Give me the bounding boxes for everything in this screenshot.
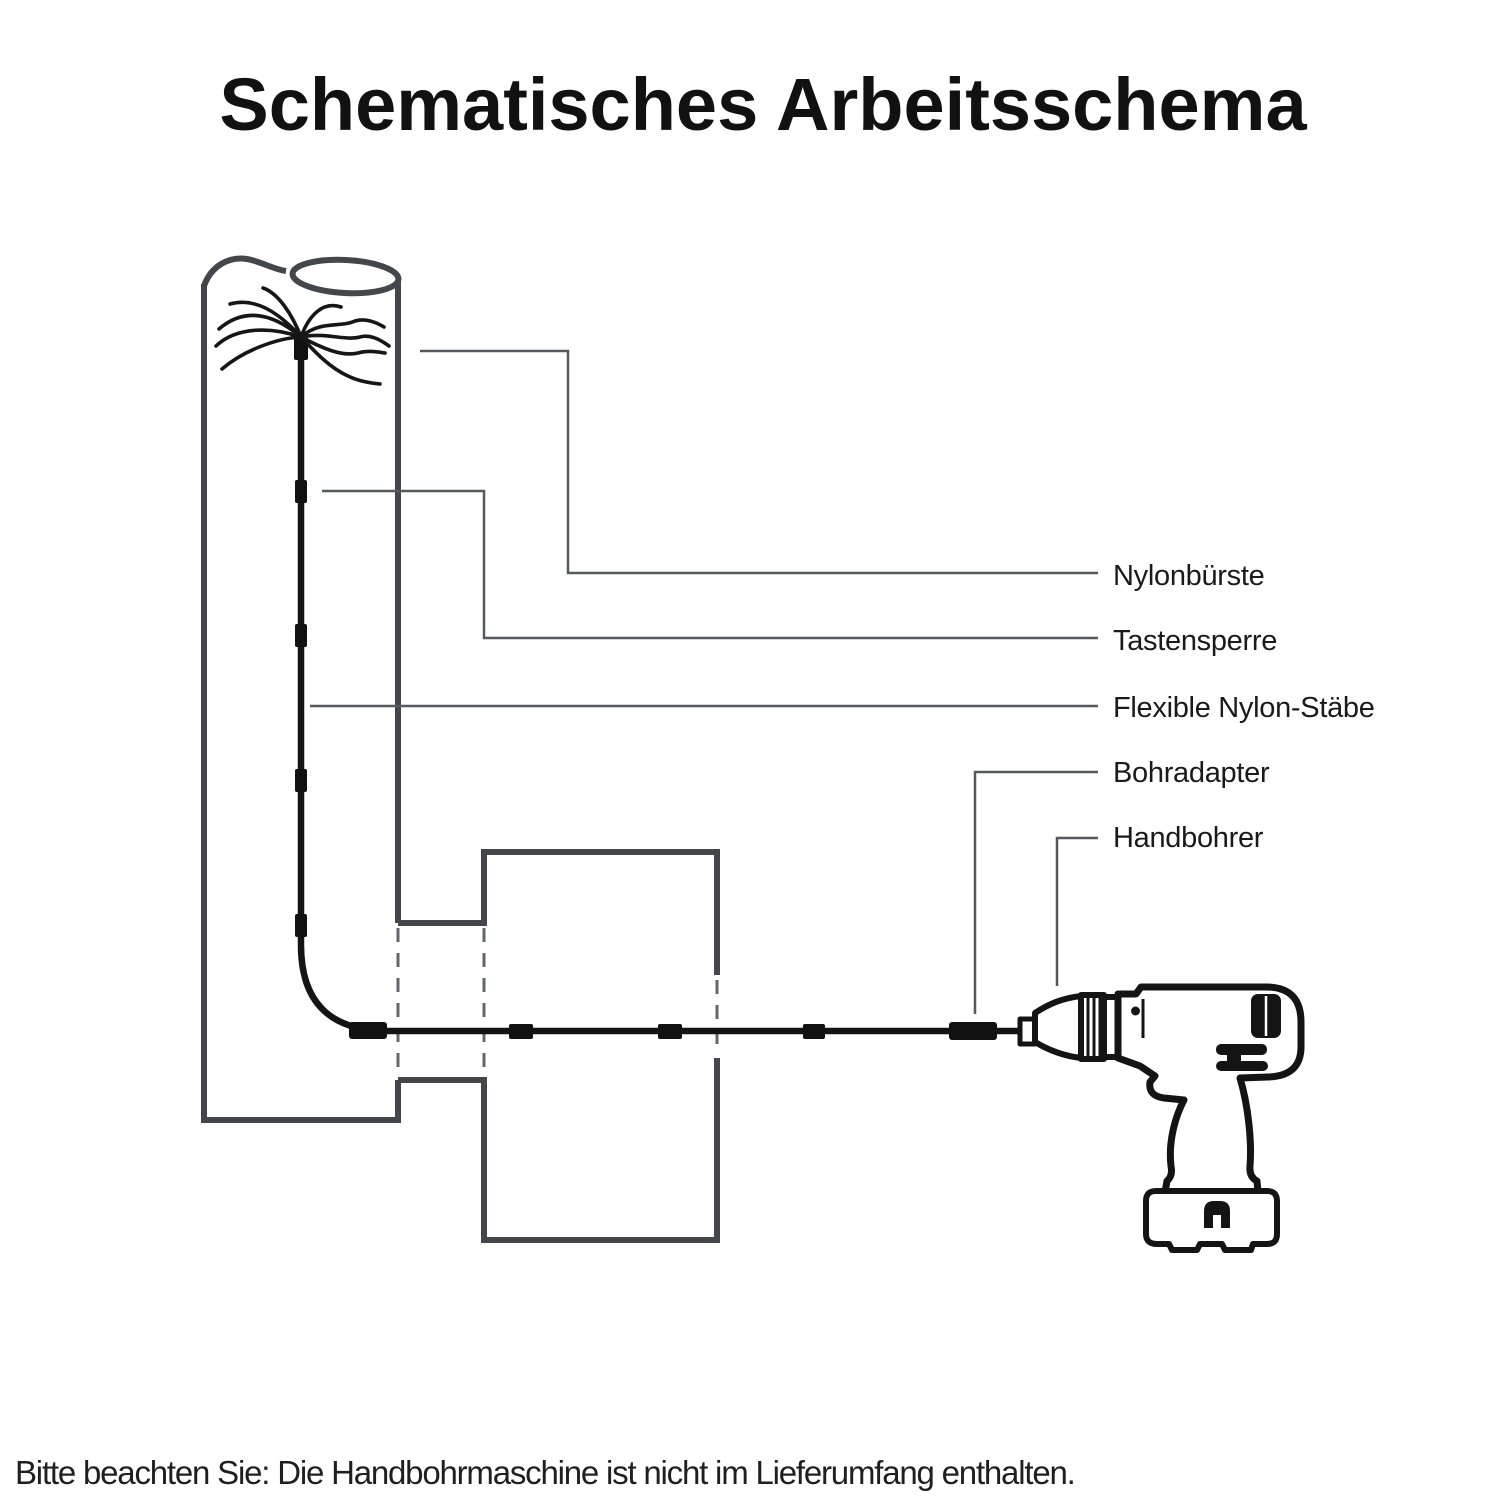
leader-drill-adapter [975,772,1098,1014]
drill-adapter-piece [949,1022,997,1040]
leader-hand-drill [1057,838,1098,986]
flexible-rods [294,336,1023,1040]
rod-connector [295,624,307,647]
rod-connector [509,1024,533,1039]
rod-connector [658,1024,682,1039]
wall-cross-section [398,852,717,1240]
label-nylon-brush: Nylonbürste [1113,560,1265,592]
label-drill-adapter: Bohradapter [1113,757,1270,789]
side-stripe [1216,1061,1268,1071]
label-leader-lines [310,351,1098,1014]
pipe-mouth-ellipse [292,257,400,296]
label-flexible-rods: Flexible Nylon-Stäbe [1113,692,1375,724]
cordless-drill [1020,987,1301,1250]
label-button-lock: Tastensperre [1113,625,1278,657]
rod-connector [295,914,307,937]
wall-lower-block [398,1058,717,1240]
side-stripe [1216,1044,1267,1055]
body-dot [1131,1007,1140,1016]
rod-connector [295,480,307,503]
chuck-cone [1035,996,1081,1058]
wall-upper-block [398,852,717,975]
rod-connector [803,1024,825,1039]
pipe-rim [204,258,286,286]
page-title: Schematisches Arbeitsschema [219,63,1307,146]
footnote: Bitte beachten Sie: Die Handbohrmaschine ist nicht im Lieferumfang enthalten. [15,1454,1075,1491]
bristle [222,337,301,369]
leader-nylon-brush [420,351,1098,573]
label-hand-drill: Handbohrer [1113,822,1264,854]
rod-bend-connector [349,1022,387,1039]
side-stripe-small [1227,1053,1241,1062]
rod-connector [295,769,307,792]
rod-path [301,356,1023,1031]
leader-button-lock [322,491,1098,638]
